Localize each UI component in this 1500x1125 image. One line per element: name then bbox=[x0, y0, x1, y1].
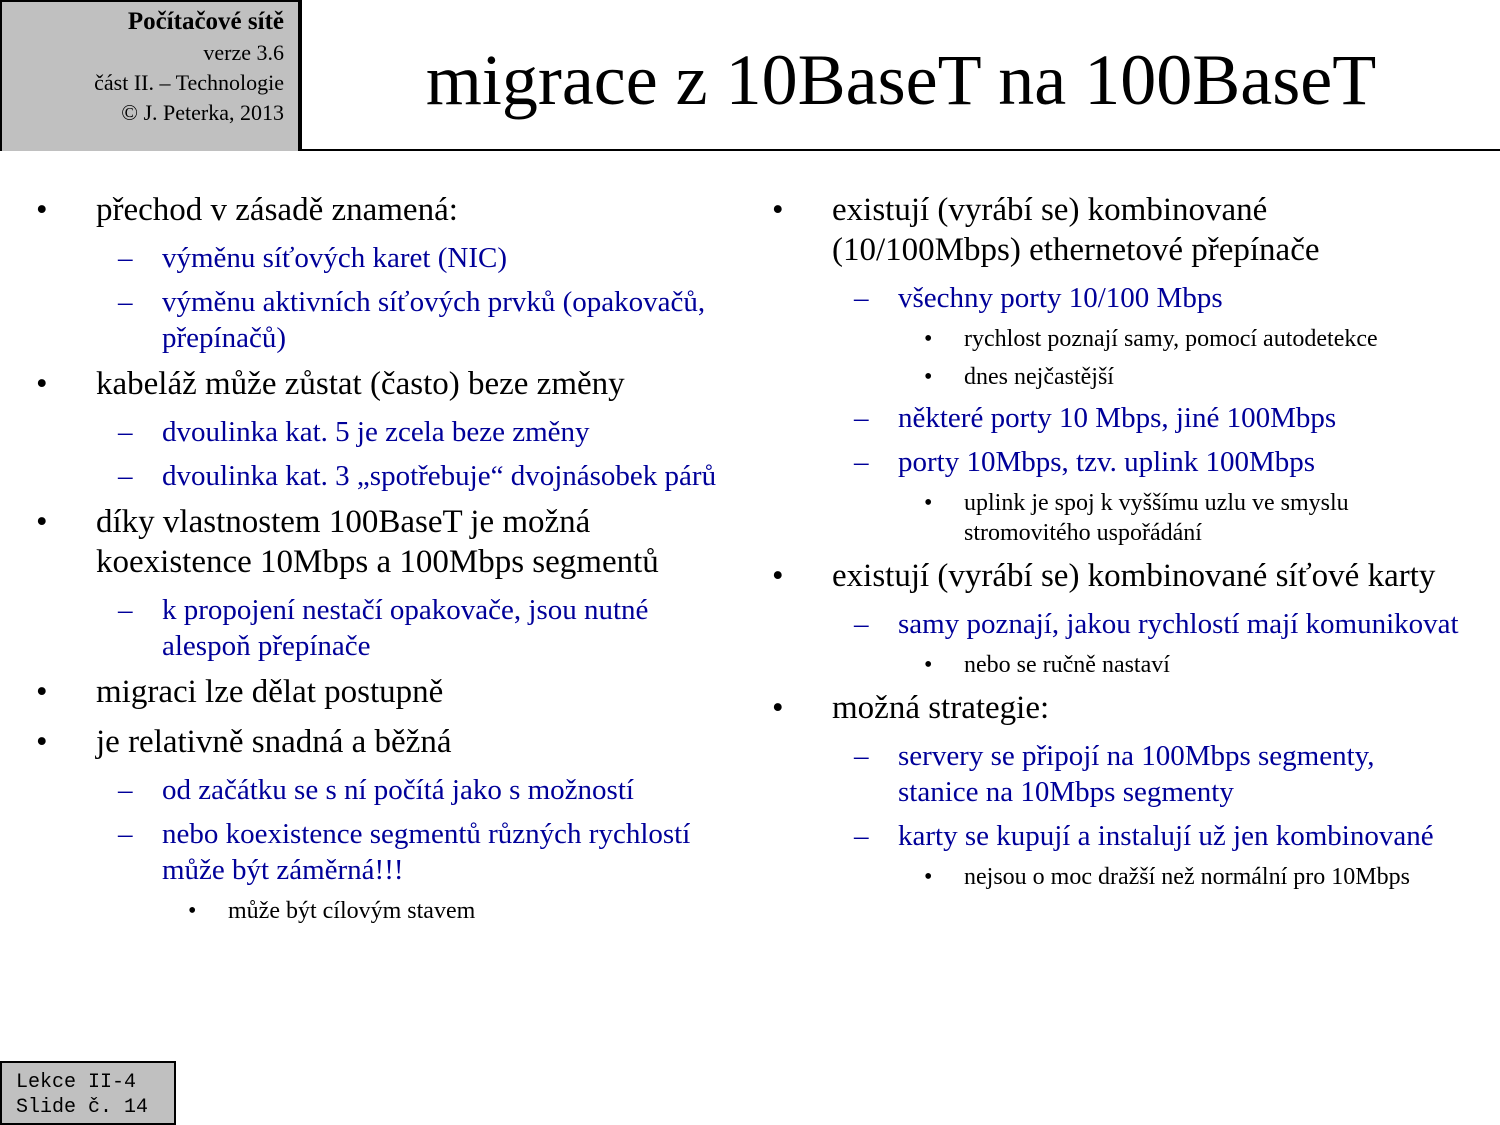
sub-bullet-item bbox=[36, 816, 736, 888]
right-column bbox=[772, 190, 1462, 900]
bullet-item bbox=[36, 364, 736, 404]
bullet-icon: • bbox=[36, 504, 48, 540]
bullet-text: možná strategie: bbox=[832, 690, 1050, 726]
sub-bullet-text: porty 10Mbps, tzv. uplink 100Mbps bbox=[898, 446, 1316, 478]
small-bullet-icon: • bbox=[924, 652, 933, 678]
course-info-box bbox=[0, 0, 300, 151]
lesson-label: Lekce II-4 bbox=[16, 1071, 137, 1094]
bullet-item bbox=[36, 190, 736, 230]
dash-icon: – bbox=[118, 774, 133, 806]
bullet-text: kabeláž může zůstat (často) beze změny bbox=[96, 366, 625, 402]
dash-icon: – bbox=[854, 282, 869, 314]
sub-sub-bullet-item bbox=[36, 896, 736, 926]
sub-bullet-item bbox=[36, 414, 736, 450]
dash-icon: – bbox=[118, 594, 133, 626]
bullet-item bbox=[772, 190, 1462, 270]
sub-bullet-text: samy poznají, jakou rychlostí mají komunikovat bbox=[898, 608, 1459, 640]
sub-bullet-item bbox=[772, 400, 1462, 436]
sub-sub-bullet-text: uplink je spoj k vyššímu uzlu ve smyslu stromovitého uspořádání bbox=[964, 490, 1349, 546]
sub-bullet-item bbox=[36, 284, 736, 356]
small-bullet-icon: • bbox=[924, 326, 933, 352]
bullet-icon: • bbox=[772, 690, 784, 726]
small-bullet-icon: • bbox=[924, 864, 933, 890]
sub-bullet-item bbox=[772, 280, 1462, 316]
slide-header bbox=[0, 0, 1500, 151]
sub-sub-bullet-text: rychlost poznají samy, pomocí autodetekce bbox=[964, 326, 1378, 352]
dash-icon: – bbox=[854, 820, 869, 852]
dash-icon: – bbox=[118, 460, 133, 492]
dash-icon: – bbox=[118, 286, 133, 318]
sub-bullet-text: nebo koexistence segmentů různých rychlostí může být záměrná!!! bbox=[162, 818, 691, 886]
sub-bullet-item bbox=[36, 772, 736, 808]
sub-bullet-text: k propojení nestačí opakovače, jsou nutné alespoň přepínače bbox=[162, 594, 649, 662]
dash-icon: – bbox=[118, 416, 133, 448]
version-label: verze 3.6 bbox=[203, 40, 284, 65]
dash-icon: – bbox=[854, 446, 869, 478]
bullet-text: díky vlastnostem 100BaseT je možná koexistence 10Mbps a 100Mbps segmentů bbox=[96, 504, 659, 580]
sub-bullet-text: některé porty 10 Mbps, jiné 100Mbps bbox=[898, 402, 1337, 434]
course-name: Počítačové sítě bbox=[127, 8, 284, 35]
sub-bullet-item bbox=[36, 592, 736, 664]
bullet-icon: • bbox=[36, 724, 48, 760]
bullet-item bbox=[36, 502, 736, 582]
bullet-item bbox=[36, 722, 736, 762]
sub-sub-bullet-text: nejsou o moc dražší než normální pro 10Mbps bbox=[964, 864, 1410, 890]
bullet-icon: • bbox=[36, 366, 48, 402]
dash-icon: – bbox=[854, 402, 869, 434]
copyright-label: © J. Peterka, 2013 bbox=[121, 100, 284, 125]
small-bullet-icon: • bbox=[188, 898, 197, 924]
bullet-icon: • bbox=[772, 192, 784, 228]
bullet-icon: • bbox=[36, 192, 48, 228]
bullet-icon: • bbox=[36, 674, 48, 710]
dash-icon: – bbox=[854, 740, 869, 772]
slide-number-label: Slide č. 14 bbox=[16, 1096, 149, 1119]
bullet-item bbox=[36, 672, 736, 712]
bullet-icon: • bbox=[772, 558, 784, 594]
sub-bullet-item bbox=[36, 458, 736, 494]
slide-number-box bbox=[0, 1061, 176, 1125]
sub-sub-bullet-item bbox=[772, 362, 1462, 392]
sub-bullet-text: výměnu síťových karet (NIC) bbox=[162, 242, 507, 274]
bullet-item bbox=[772, 688, 1462, 728]
sub-sub-bullet-text: nebo se ručně nastaví bbox=[964, 652, 1170, 678]
small-bullet-icon: • bbox=[924, 364, 933, 390]
bullet-item bbox=[772, 556, 1462, 596]
sub-bullet-text: karty se kupují a instalují už jen kombinované bbox=[898, 820, 1434, 852]
bullet-text: přechod v zásadě znamená: bbox=[96, 192, 458, 228]
sub-sub-bullet-text: může být cílovým stavem bbox=[228, 898, 476, 924]
sub-sub-bullet-text: dnes nejčastější bbox=[964, 364, 1114, 390]
bullet-text: existují (vyrábí se) kombinované síťové karty bbox=[832, 558, 1436, 594]
sub-sub-bullet-item bbox=[772, 650, 1462, 680]
sub-bullet-text: od začátku se s ní počítá jako s možností bbox=[162, 774, 634, 806]
left-column bbox=[36, 190, 736, 934]
sub-bullet-text: dvoulinka kat. 3 „spotřebuje“ dvojnásobek párů bbox=[162, 460, 717, 492]
dash-icon: – bbox=[118, 818, 133, 850]
sub-bullet-item bbox=[772, 818, 1462, 854]
bullet-text: je relativně snadná a běžná bbox=[96, 724, 452, 760]
small-bullet-icon: • bbox=[924, 490, 933, 516]
sub-sub-bullet-item bbox=[772, 324, 1462, 354]
sub-sub-bullet-item bbox=[772, 862, 1462, 892]
part-label: část II. – Technologie bbox=[94, 70, 284, 95]
bullet-text: migraci lze dělat postupně bbox=[96, 674, 444, 710]
sub-bullet-item bbox=[772, 738, 1462, 810]
sub-bullet-text: servery se připojí na 100Mbps segmenty, stanice na 10Mbps segmenty bbox=[898, 740, 1375, 808]
sub-bullet-text: výměnu aktivních síťových prvků (opakovačů, přepínačů) bbox=[162, 286, 706, 354]
sub-bullet-text: dvoulinka kat. 5 je zcela beze změny bbox=[162, 416, 590, 448]
dash-icon: – bbox=[118, 242, 133, 274]
sub-bullet-item bbox=[772, 444, 1462, 480]
sub-bullet-item bbox=[772, 606, 1462, 642]
bullet-text: existují (vyrábí se) kombinované (10/100Mbps) ethernetové přepínače bbox=[832, 192, 1320, 268]
dash-icon: – bbox=[854, 608, 869, 640]
sub-sub-bullet-item bbox=[772, 488, 1462, 548]
slide-title: migrace z 10BaseT na 100BaseT bbox=[300, 0, 1500, 149]
sub-bullet-text: všechny porty 10/100 Mbps bbox=[898, 282, 1223, 314]
sub-bullet-item bbox=[36, 240, 736, 276]
